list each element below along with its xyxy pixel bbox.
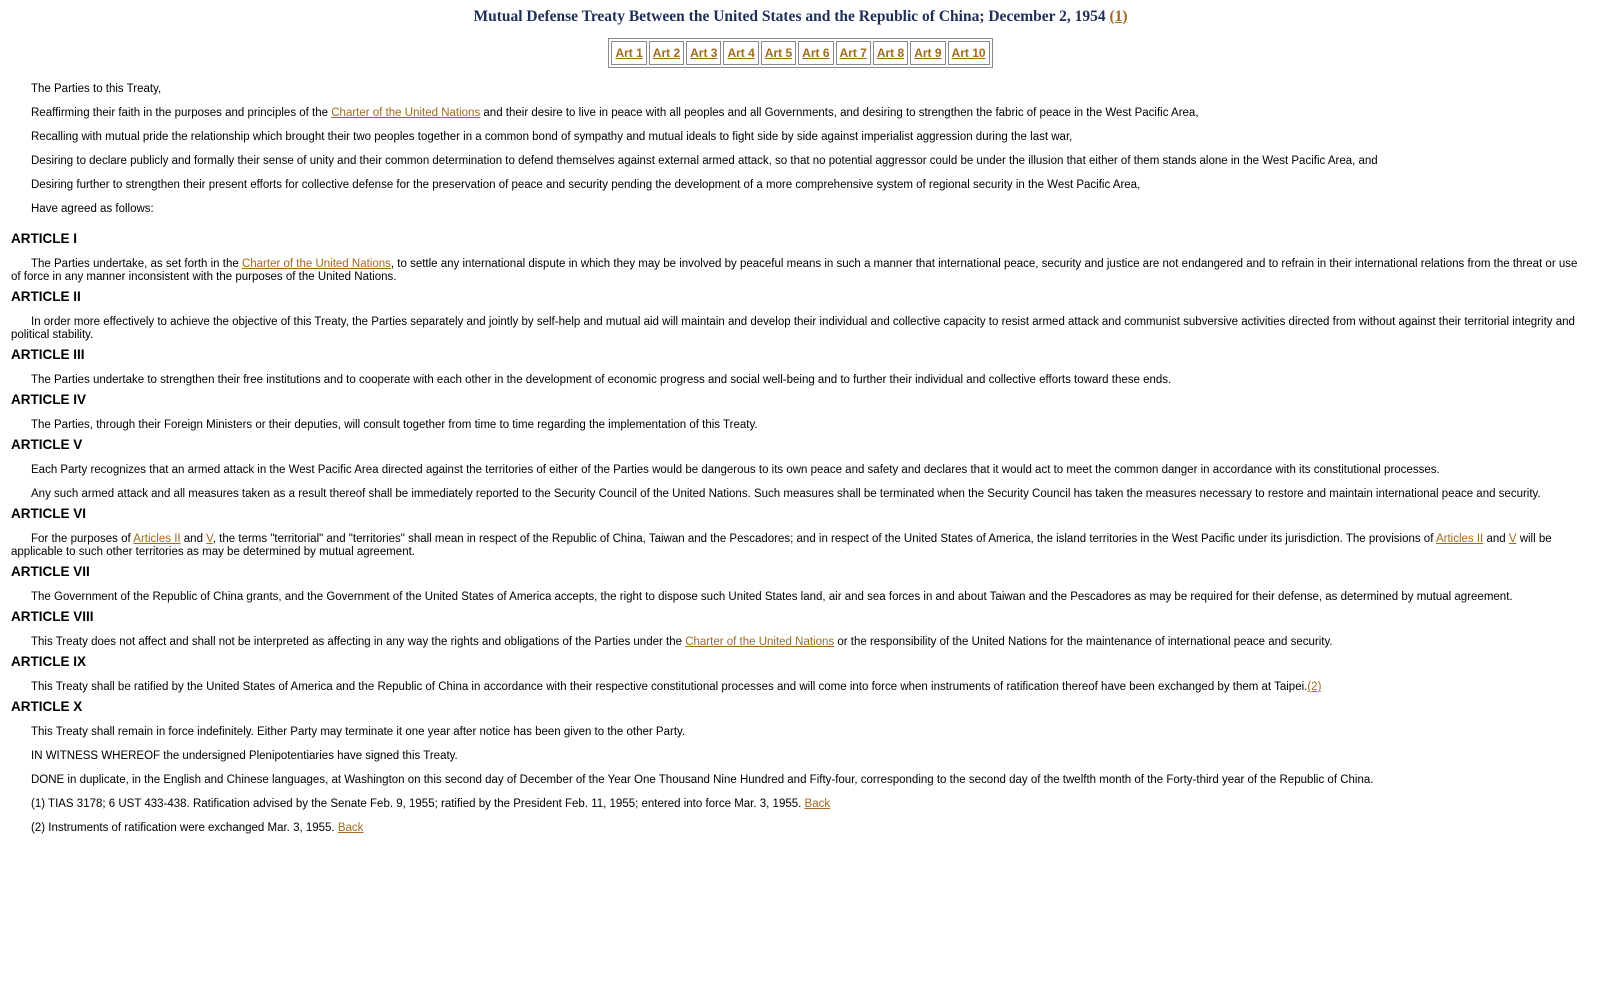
article-text: The Government of the Republic of China grants, and the Government of the United States of America accepts, the right to dispose such United States land, air and sea forces in and about Taiwan and the Pescadores as may be required for their defense, as determined by mutual agreement. — [31, 591, 1513, 603]
nav-art-9[interactable]: Art 9 — [914, 46, 942, 60]
article-heading: ARTICLE X — [11, 699, 83, 714]
article-text-segment: This Treaty does not affect and shall not be interpreted as affecting in any way the rights and obligations of the Parties under the — [31, 636, 686, 648]
back-link[interactable]: Back — [804, 798, 831, 810]
article-text — [11, 636, 1590, 649]
article-7 — [11, 564, 1590, 604]
articles-ii-link[interactable]: Articles II — [133, 533, 181, 545]
article-10 — [11, 699, 1590, 739]
closing-section — [11, 750, 1590, 835]
footnote-text: (2) Instruments of ratification were exchanged Mar. 3, 1955. — [31, 822, 338, 834]
nav-art-10[interactable]: Art 10 — [951, 46, 986, 60]
article-text-segment: For the purposes of — [31, 533, 134, 545]
article-text — [11, 533, 1590, 559]
preamble-paragraph: Desiring to declare publicly and formally their sense of unity and their common determination to defend themselves against external armed attack, so that no potential aggressor could be under the illusion that either of them stands alone in the West Pacific Area, and — [31, 155, 1378, 167]
article-text-segment: and — [1483, 533, 1509, 545]
footnote-1-link[interactable]: (1) — [1109, 8, 1128, 25]
article-heading: ARTICLE V — [11, 437, 83, 452]
article-text: The Parties undertake to strengthen their free institutions and to cooperate with each other in the development of economic progress and social well-being and to further their individual and collective efforts toward these ends. — [31, 374, 1172, 386]
un-charter-link[interactable]: Charter of the United Nations — [241, 258, 391, 270]
nav-art-2[interactable]: Art 2 — [652, 46, 681, 60]
preamble-paragraph — [11, 107, 1590, 120]
article-v-link[interactable]: V — [1508, 533, 1517, 545]
footnote-2 — [11, 822, 1590, 835]
article-1 — [11, 231, 1590, 284]
article-5 — [11, 437, 1590, 501]
done-clause: DONE in duplicate, in the English and Chinese languages, at Washington on this second day of December of the Year One Thousand Nine Hundred and Fifty-four, corresponding to the second day of the twelfth month of the Forty-third year of the Republic of China. — [31, 774, 1374, 786]
article-heading: ARTICLE VI — [11, 506, 87, 521]
back-link[interactable]: Back — [337, 822, 364, 834]
article-heading: ARTICLE IV — [11, 392, 87, 407]
preamble-paragraph: Have agreed as follows: — [31, 203, 154, 215]
preamble — [11, 83, 1590, 216]
article-text-segment: and — [180, 533, 207, 545]
un-charter-link[interactable]: Charter of the United Nations — [331, 107, 481, 119]
nav-art-8[interactable]: Art 8 — [876, 46, 905, 60]
witness-clause: IN WITNESS WHEREOF the undersigned Plenipotentiaries have signed this Treaty. — [31, 750, 458, 762]
footnote-2-link[interactable]: (2) — [1307, 681, 1322, 693]
article-heading: ARTICLE VIII — [11, 609, 94, 624]
article-text: Each Party recognizes that an armed attack in the West Pacific Area directed against the territories of either of the Parties would be dangerous to its own peace and safety and declares that it would act to meet the common danger in accordance with its constitutional processes. — [31, 464, 1440, 476]
un-charter-link[interactable]: Charter of the United Nations — [685, 636, 835, 648]
title-text: Mutual Defense Treaty Between the United States and the Republic of China; December 2, 1954 — [473, 8, 1106, 25]
article-6 — [11, 506, 1590, 559]
article-text: This Treaty shall remain in force indefinitely. Either Party may terminate it one year after notice has been given to the other Party. — [31, 726, 686, 738]
article-heading: ARTICLE IX — [11, 654, 87, 669]
document-page — [0, 8, 1600, 835]
preamble-text: and their desire to live in peace with all peoples and all Governments, and desiring to strengthen the fabric of peace in the West Pacific Area, — [480, 107, 1199, 119]
article-text: In order more effectively to achieve the objective of this Treaty, the Parties separately and jointly by self-help and mutual aid will maintain and develop their individual and collective capacity to resist armed attack and communist subversive activities directed from without against their territorial integrity and political stability. — [11, 316, 1575, 341]
article-text — [11, 258, 1590, 284]
article-text-segment: This Treaty shall be ratified by the United States of America and the Republic of China in accordance with their respective constitutional processes and will come into force when instruments of ratification thereof have been exchanged by them at Taipei. — [31, 681, 1308, 693]
nav-art-7[interactable]: Art 7 — [839, 46, 867, 60]
footnote-1 — [11, 798, 1590, 811]
article-text-segment: or the responsibility of the United Nations for the maintenance of international peace and security. — [834, 636, 1333, 648]
article-text-segment: , to settle any international dispute in which they may be involved by peaceful means in such a manner that international peace, security and justice are not endangered and to refrain in their international relations from the threat or use of force in any manner inconsistent with the purposes of the United Nations. — [11, 258, 1578, 283]
article-text-segment: will be applicable to such other territories as may be determined by mutual agreement. — [11, 533, 1552, 558]
article-text: The Parties, through their Foreign Ministers or their deputies, will consult together from time to time regarding the implementation of this Treaty. — [31, 419, 758, 431]
preamble-paragraph: Desiring further to strengthen their present efforts for collective defense for the preservation of peace and security pending the development of a more comprehensive system of regional security in the West Pacific Area, — [31, 179, 1141, 191]
preamble-text: Reaffirming their faith in the purposes and principles of the — [31, 107, 332, 119]
footnote-text: (1) TIAS 3178; 6 UST 433-438. Ratification advised by the Senate Feb. 9, 1955; ratified by the President Feb. 11, 1955; entered into force Mar. 3, 1955. — [31, 798, 805, 810]
nav-art-5[interactable]: Art 5 — [764, 46, 793, 60]
article-heading: ARTICLE I — [11, 231, 77, 246]
nav-art-1[interactable]: Art 1 — [615, 46, 643, 60]
article-navigation — [11, 38, 1590, 68]
article-heading: ARTICLE II — [11, 289, 81, 304]
article-v-link[interactable]: V — [206, 533, 213, 545]
article-text-segment: , the terms "territorial" and "territories" shall mean in respect of the Republic of China, Taiwan and the Pescadores; and in respect of the United States of America, the island territories in the West Pacific under its jurisdiction. The provisions of — [212, 533, 1436, 545]
article-heading: ARTICLE VII — [11, 564, 90, 579]
article-heading: ARTICLE III — [11, 347, 85, 362]
page-title — [11, 8, 1590, 26]
article-9 — [11, 654, 1590, 694]
nav-art-4[interactable]: Art 4 — [727, 46, 755, 60]
article-4 — [11, 392, 1590, 432]
article-nav-table — [608, 38, 992, 68]
nav-art-3[interactable]: Art 3 — [690, 46, 718, 60]
article-2 — [11, 289, 1590, 342]
article-3 — [11, 347, 1590, 387]
nav-art-6[interactable]: Art 6 — [802, 46, 830, 60]
preamble-paragraph: The Parties to this Treaty, — [31, 83, 162, 95]
article-8 — [11, 609, 1590, 649]
article-text — [11, 681, 1590, 694]
articles-ii-link[interactable]: Articles II — [1435, 533, 1484, 545]
article-text: Any such armed attack and all measures taken as a result thereof shall be immediately reported to the Security Council of the United Nations. Such measures shall be terminated when the Security Council has taken the measures necessary to restore and maintain international peace and security. — [31, 488, 1541, 500]
preamble-paragraph: Recalling with mutual pride the relationship which brought their two peoples together in a common bond of sympathy and mutual ideals to fight side by side against imperialist aggression during the last war, — [31, 131, 1073, 143]
article-text-segment: The Parties undertake, as set forth in the — [31, 258, 242, 270]
